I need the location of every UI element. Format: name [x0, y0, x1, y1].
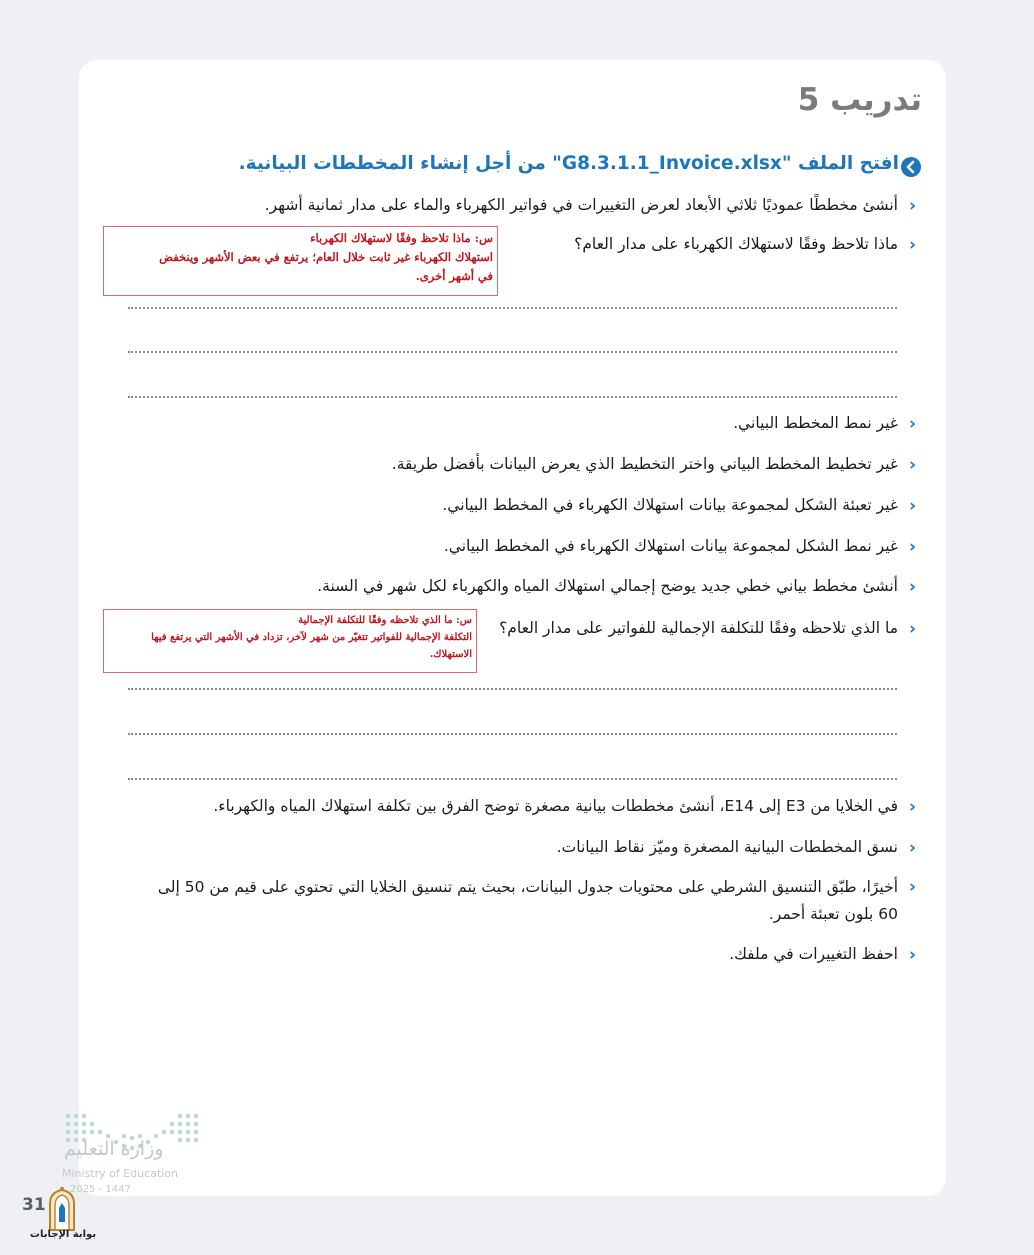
instruction-item: غير تعبئة الشكل لمجموعة بيانات استهلاك الكهرباء في المخطط البياني.: [442, 496, 898, 514]
answers-portal-logo-icon: [30, 1186, 94, 1234]
answer-line: [128, 688, 897, 690]
answer-line: [128, 733, 897, 735]
answer-line: [128, 396, 897, 398]
bullet-chevron-icon: ›: [908, 196, 916, 216]
bullet-chevron-icon: ›: [908, 414, 916, 434]
page-number: 31: [22, 1195, 46, 1215]
chevron-circle-icon: [900, 156, 922, 178]
instruction-item: أنشئ مخططًا عموديًا ثلاثي الأبعاد لعرض التغييرات في فواتير الكهرباء والماء على مدار ثمانية أشهر.: [264, 196, 898, 214]
bullet-chevron-icon: ›: [908, 235, 916, 255]
page-title: تدريب 5: [797, 82, 922, 118]
answer-box: [103, 609, 477, 673]
bullet-chevron-icon: ›: [908, 455, 916, 475]
answer-question: س: ماذا تلاحظ وفقًا لاستهلاك الكهرباء: [310, 231, 493, 245]
bullet-chevron-icon: ›: [908, 838, 916, 858]
answer-line: [128, 778, 897, 780]
answer-text: في أشهر أخرى.: [415, 269, 493, 283]
bullet-chevron-icon: ›: [908, 797, 916, 817]
bullet-chevron-icon: ›: [908, 496, 916, 516]
answer-line: [128, 307, 897, 309]
bullet-chevron-icon: ›: [908, 945, 916, 965]
bullet-chevron-icon: ›: [908, 619, 916, 639]
bullet-chevron-icon: ›: [908, 537, 916, 557]
answer-text: استهلاك الكهرباء غير ثابت خلال العام؛ يرتفع في بعض الأشهر وينخفض: [159, 250, 493, 264]
instruction-item: غير نمط الشكل لمجموعة بيانات استهلاك الكهرباء في المخطط البياني.: [443, 537, 898, 555]
answer-question: س: ما الذي تلاحظه وفقًا للتكلفة الإجمالية: [298, 615, 472, 626]
answer-text: التكلفة الإجمالية للفواتير تتغيّر من شهر لآخر، تزداد في الأشهر التي يرتفع فيها: [151, 632, 472, 643]
answer-text: الاستهلاك.: [429, 649, 472, 660]
instruction-item: أخيرًا، طبّق التنسيق الشرطي على محتويات جدول البيانات، بحيث يتم تنسيق الخلايا التي تحتوي على قيم من 50 إلى 60 بلون تعبئة أحمر.: [157, 878, 898, 923]
ministry-year: 2025 - 1447: [70, 1184, 131, 1195]
instruction-item: غير نمط المخطط البياني.: [733, 414, 898, 432]
section-heading: افتح الملف "G8.3.1.1_Invoice.xlsx" من أجل إنشاء المخططات البيانية.: [238, 153, 899, 174]
answer-line: [128, 351, 897, 353]
answer-box: [103, 226, 498, 296]
ministry-name-ar: وزارة التعليم: [64, 1138, 164, 1160]
bullet-chevron-icon: ›: [908, 877, 916, 897]
bullet-chevron-icon: ›: [908, 577, 916, 597]
instruction-item: في الخلايا من E3 إلى E14، أنشئ مخططات بيانية مصغرة توضح الفرق بين تكلفة استهلاك المياه والكهرباء.: [213, 797, 898, 815]
instruction-item: نسق المخططات البيانية المصغرة وميّز نقاط البيانات.: [556, 838, 898, 856]
instruction-item: غير تخطيط المخطط البياني واختر التخطيط الذي يعرض البيانات بأفضل طريقة.: [391, 455, 898, 473]
instruction-item: ما الذي تلاحظه وفقًا للتكلفة الإجمالية للفواتير على مدار العام؟: [499, 619, 898, 637]
instruction-item: أنشئ مخطط بياني خطي جديد يوضح إجمالي استهلاك المياه والكهرباء لكل شهر في السنة.: [317, 577, 898, 595]
answers-portal-label: بوابة الإجابات: [29, 1229, 97, 1240]
instruction-item: ماذا تلاحظ وفقًا لاستهلاك الكهرباء على مدار العام؟: [574, 235, 898, 253]
ministry-name-en: Ministry of Education: [62, 1167, 179, 1180]
instruction-item: احفظ التغييرات في ملفك.: [729, 945, 898, 963]
